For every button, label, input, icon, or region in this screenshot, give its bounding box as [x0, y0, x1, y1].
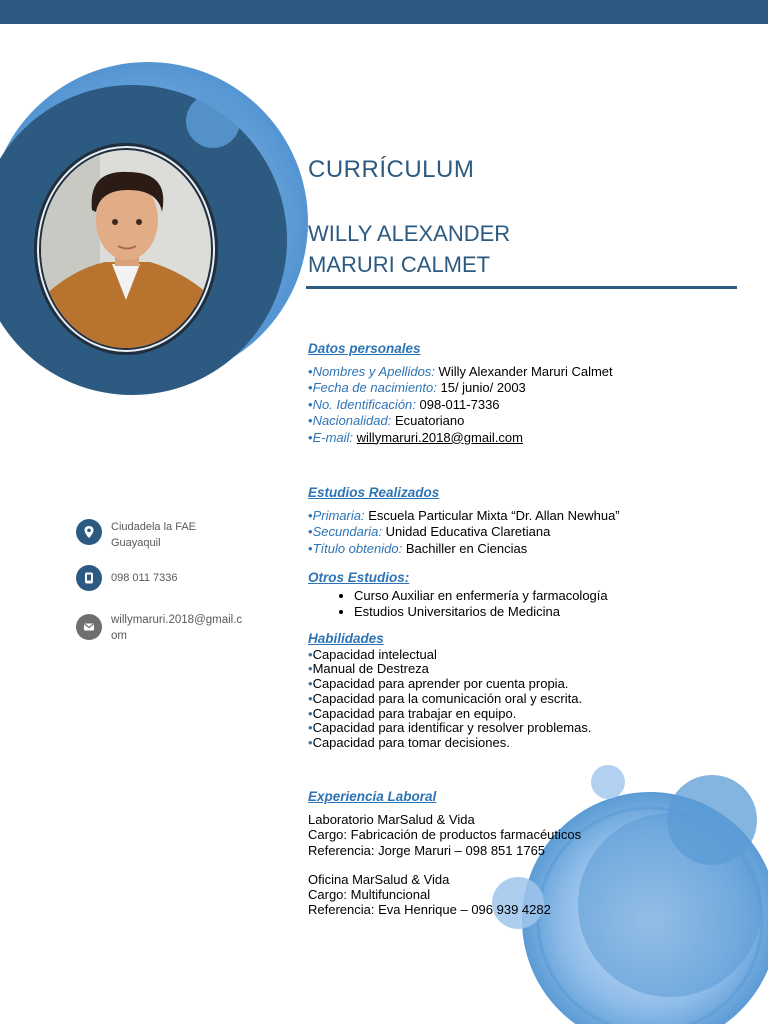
- spacer: [308, 858, 748, 872]
- deco-circle-small: [186, 94, 240, 148]
- habilidades-title: Habilidades: [308, 631, 384, 646]
- job1-role: Cargo: Fabricación de productos farmacéuticos: [308, 827, 582, 843]
- habilidad-item: •Capacidad para tomar decisiones.: [308, 734, 510, 750]
- otros-title: Otros Estudios:: [308, 570, 410, 585]
- habilidad-item: •Capacidad para aprender por cuenta propia.: [308, 676, 569, 692]
- job2-reference: Referencia: Eva Henrique – 096 939 4282: [308, 902, 551, 918]
- job2-company: Oficina MarSalud & Vida: [308, 871, 450, 887]
- name-line-2: MARURI CALMET: [308, 252, 491, 277]
- experiencia-title: Experiencia Laboral: [308, 789, 437, 804]
- job2-role: Cargo: Multifuncional: [308, 887, 431, 903]
- otros-item: • Estudios Universitarios de Medicina: [354, 604, 748, 621]
- habilidad-item: •Capacidad para identificar y resolver problemas.: [308, 720, 592, 736]
- name-line-1: WILLY ALEXANDER: [308, 221, 511, 246]
- email-line-2: om: [111, 630, 127, 642]
- location-pin-icon: [76, 519, 102, 545]
- envelope-icon: [76, 614, 102, 640]
- email-text[interactable]: [111, 612, 242, 644]
- title-divider: [306, 286, 737, 289]
- section-datos-personales: [308, 341, 748, 446]
- otros-item: • Curso Auxiliar en enfermería y farmacología: [354, 588, 748, 605]
- page-title: CURRÍCULUM: [308, 156, 475, 183]
- address-line-1: Ciudadela la FAE: [111, 521, 196, 533]
- email-line-1: willymaruri.2018@gmail.c: [111, 614, 243, 626]
- phone-number[interactable]: 098 011 7336: [111, 572, 178, 584]
- phone-icon: [76, 565, 102, 591]
- datos-item: •Nombres y Apellidos: Willy Alexander Maruri Calmet: [308, 363, 613, 379]
- estudios-item: •Título obtenido: Bachiller en Ciencias: [308, 540, 528, 556]
- job1-company: Laboratorio MarSalud & Vida: [308, 812, 475, 828]
- datos-personales-title: Datos personales: [308, 341, 421, 356]
- habilidad-item: •Capacidad para trabajar en equipo.: [308, 705, 517, 721]
- datos-item: •Fecha de nacimiento: 15/ junio/ 2003: [308, 380, 526, 395]
- estudios-item: •Primaria: Escuela Particular Mixta “Dr. Allan Newhua”: [308, 507, 620, 523]
- datos-item: •Nacionalidad: Ecuatoriano: [308, 413, 465, 428]
- habilidad-item: •Capacidad intelectual: [308, 646, 437, 662]
- datos-item: •No. Identificación: 098-011-7336: [308, 396, 500, 412]
- section-estudios: [308, 485, 748, 557]
- datos-item: •E-mail: willymaruri.2018@gmail.com: [308, 429, 523, 445]
- contact-phone: [76, 565, 177, 591]
- contact-address: [76, 519, 196, 551]
- full-name: [308, 218, 510, 280]
- contact-email: [76, 612, 242, 644]
- estudios-item: •Secundaria: Unidad Educativa Claretiana: [308, 524, 551, 539]
- section-otros-estudios: [308, 570, 748, 621]
- habilidad-item: •Manual de Destreza: [308, 661, 429, 677]
- address-line-2: Guayaquil: [111, 537, 161, 549]
- estudios-title: Estudios Realizados: [308, 485, 440, 500]
- section-experiencia: [308, 789, 748, 917]
- habilidad-item: •Capacidad para la comunicación oral y escrita.: [308, 690, 583, 706]
- job1-reference: Referencia: Jorge Maruri – 098 851 1765: [308, 842, 546, 858]
- section-habilidades: [308, 632, 748, 751]
- email-link[interactable]: willymaruri.2018@gmail.com: [356, 429, 523, 445]
